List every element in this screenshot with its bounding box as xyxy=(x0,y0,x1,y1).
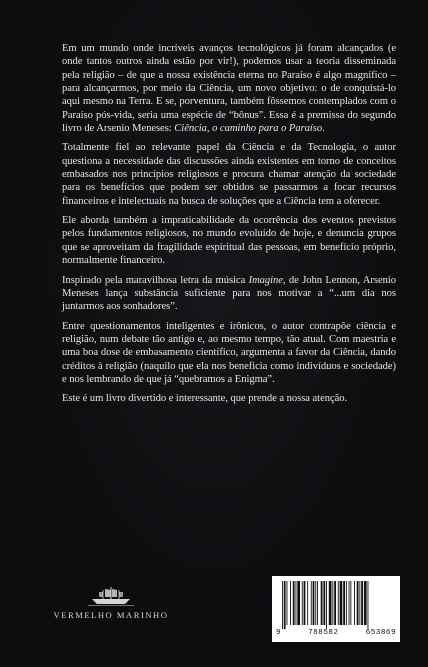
barcode-bar xyxy=(332,581,333,625)
barcode-bar xyxy=(364,581,367,625)
barcode-digits xyxy=(276,629,396,637)
barcode-bar xyxy=(343,581,345,625)
publisher-logo xyxy=(46,586,176,620)
book-title: Ciência, o caminho para o Paraíso xyxy=(174,123,323,135)
barcode-digit-group-1: 788582 xyxy=(308,629,339,637)
barcode-bar xyxy=(368,581,369,629)
barcode-bar xyxy=(293,581,295,625)
barcode-bar xyxy=(313,581,315,625)
barcode-bar xyxy=(361,581,363,625)
paragraph-4-text: Inspirado pela maravilhosa letra da música xyxy=(62,274,249,286)
barcode-bar xyxy=(304,581,306,625)
barcode-bar xyxy=(334,581,336,625)
barcode-bar xyxy=(317,581,318,625)
barcode-bar xyxy=(354,581,355,625)
synopsis-paragraph-2 xyxy=(62,141,396,208)
synopsis-text xyxy=(62,42,396,412)
barcode-bar xyxy=(346,581,347,625)
paragraph-6-text: Este é um livro divertido e interessante, que prende a nossa atenção. xyxy=(62,393,348,405)
barcode-bar xyxy=(323,581,325,625)
synopsis-paragraph-4 xyxy=(62,274,396,314)
paragraph-1-end: . xyxy=(322,123,325,135)
publisher-name: VERMELHO MARINHO xyxy=(53,610,169,620)
synopsis-paragraph-6 xyxy=(62,392,396,405)
barcode-bar xyxy=(357,581,359,625)
barcode-bar xyxy=(297,581,300,625)
barcode-bar xyxy=(282,581,283,629)
barcode-bar xyxy=(302,581,303,625)
paragraph-4-end: , de John Lennon, Arsenio Meneses lança substância suficiente para nos motivar a “...um dia nos juntarmos aos sonhadores”. xyxy=(62,274,396,313)
barcode-bar xyxy=(307,581,308,625)
barcode-bar xyxy=(296,581,297,625)
barcode-bar xyxy=(338,581,339,625)
barcode-bar xyxy=(326,581,327,629)
barcode-bar xyxy=(329,581,332,625)
barcode-bar xyxy=(321,581,323,625)
barcode-bar xyxy=(359,581,360,625)
barcode-bar xyxy=(340,581,343,625)
paragraph-3-text: Ele aborda também a impraticabilidade da ocorrência dos eventos previstos pelos fundamentos religiosos, no mundo evoluído de hoje, e denuncia grupos que se aproveitam da fragilidade espiritual das pessoas, em benefício próprio, normalmente financeiro. xyxy=(62,215,396,267)
barcode-bar xyxy=(311,581,312,625)
paragraph-5-text: Entre questionamentos inteligentes e irônicos, o autor contrapõe ciência e religião, num debate tão antigo e, ao mesmo tempo, tão atual. Com maestria e uma boa dose de embasamento científico, argumenta a favor da Ciência, dando créditos à religião (naquilo que ela nos beneficia como indivíduos e sociedade) e nos lembrando de que já “quebramos a Enigma”. xyxy=(62,320,396,385)
song-title: Imagine xyxy=(248,274,283,286)
barcode-bar xyxy=(315,581,316,625)
isbn-barcode xyxy=(272,576,400,642)
barcode-bar xyxy=(284,581,286,629)
barcode-bar xyxy=(349,581,350,625)
barcode-digit-group-2: 653869 xyxy=(365,629,396,637)
synopsis-paragraph-1 xyxy=(62,42,396,135)
paragraph-1-text: Em um mundo onde incríveis avanços tecnológicos já foram alcançados (e onde tantos outros ainda estão por vir!), podemos usar a teoria disseminada pela religião – de que a nossa existência eterna no Paraíso é algo magnífico – para alcançarmos, por meio da Ciência, um novo objetivo: o de conquistá-lo aqui mesmo na Terra. E se, porventura, também fôssemos contemplados com o Paraíso pós-vida, seria uma espécie de “bônus”. Essa é a premissa do segundo livro de Arsenio Meneses: xyxy=(62,43,396,135)
synopsis-paragraph-3 xyxy=(62,214,396,267)
barcode-bar xyxy=(350,581,351,625)
synopsis-paragraph-5 xyxy=(62,320,396,387)
barcode-digit-prefix: 9 xyxy=(276,629,282,637)
barcode-bars xyxy=(280,581,392,629)
ship-icon xyxy=(88,586,134,606)
paragraph-2-text: Totalmente fiel ao relevante papel da Ciência e da Tecnologia, o autor questiona a necessidade das discussões ainda existentes em torno de conceitos embasados nos princípios religiosos e procura chamar atenção da sociedade para os benefícios que podem ser obtidos se passarmos a focar recursos financeiros e intelectuais na busca de soluções que a Ciência tem a oferecer. xyxy=(62,142,396,207)
barcode-bar xyxy=(290,581,291,625)
barcode-bar xyxy=(287,581,288,625)
